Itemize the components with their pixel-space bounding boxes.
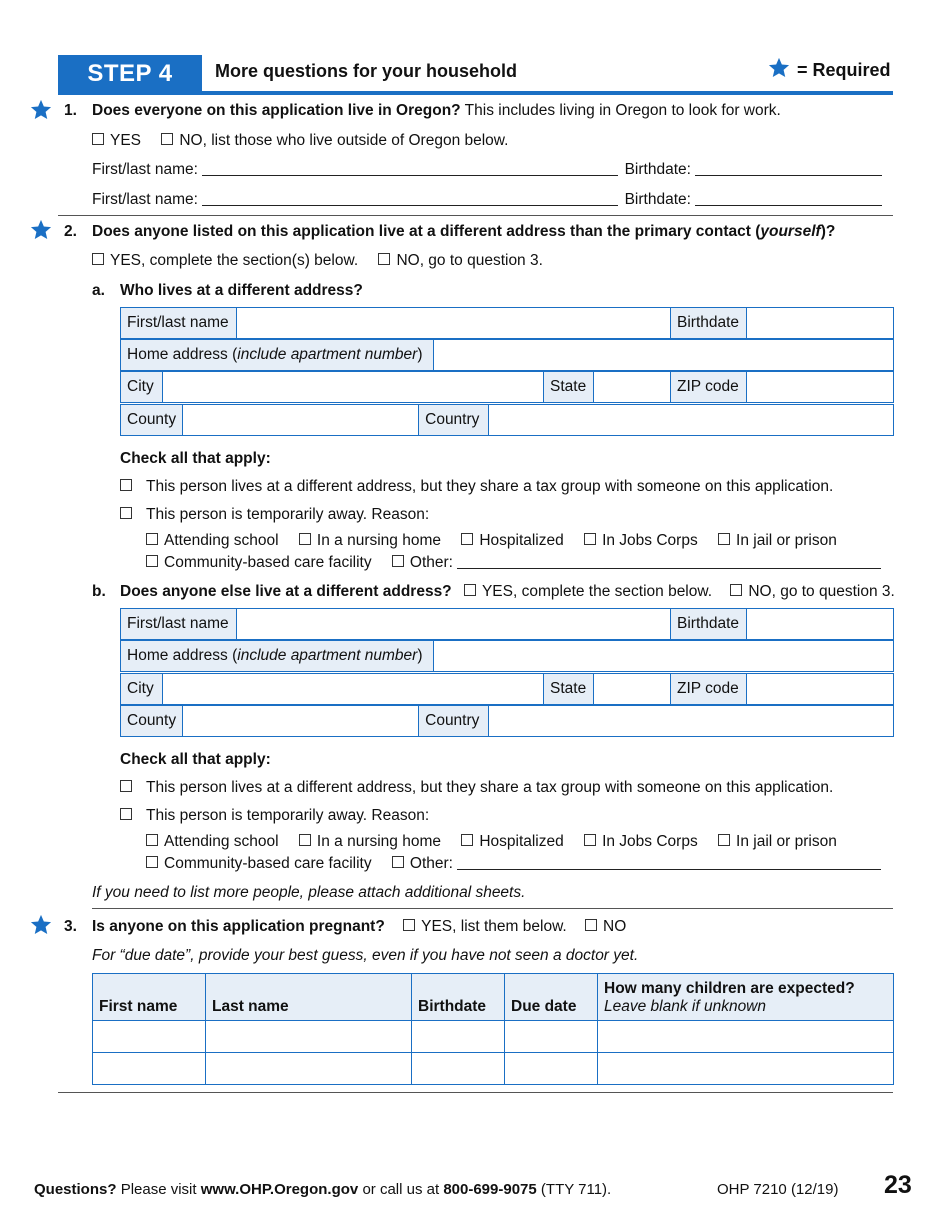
q3-yes-checkbox[interactable]: [403, 919, 415, 931]
address-label: [121, 340, 434, 371]
reason-checkbox[interactable]: [146, 533, 158, 545]
temp-away-option: [120, 506, 429, 524]
footer-visit: Please visit: [120, 1181, 197, 1198]
zip-field[interactable]: [747, 674, 894, 705]
tax-group-label: This person lives at a different address, but they share a tax group with someone on this application.: [146, 779, 834, 796]
q3-yes-label: YES, list them below.: [421, 918, 567, 935]
q1-number: 1.: [64, 102, 77, 119]
q1-yes-checkbox[interactable]: [92, 133, 104, 145]
tax-group-option: [120, 779, 833, 797]
q2-number: 2.: [64, 223, 77, 240]
address-field[interactable]: [434, 340, 894, 371]
country-field[interactable]: [489, 405, 894, 436]
reason-label: Hospitalized: [479, 833, 564, 850]
q1-name-label: First/last name:: [92, 161, 198, 178]
other-checkbox[interactable]: [392, 856, 404, 868]
reason-checkbox[interactable]: [718, 533, 730, 545]
temp-away-checkbox[interactable]: [120, 808, 132, 820]
q1-yes-label: YES: [110, 132, 142, 149]
state-field[interactable]: [594, 372, 671, 403]
q2b-yes-checkbox[interactable]: [464, 584, 476, 596]
q1-no-checkbox[interactable]: [161, 133, 173, 145]
q2-no-checkbox[interactable]: [378, 253, 390, 265]
required-star-icon: [30, 914, 52, 936]
reason-checkbox[interactable]: [584, 834, 596, 846]
table-cell[interactable]: [93, 1053, 206, 1085]
community-other-row: [146, 554, 881, 572]
col-children-note: Leave blank if unknown: [604, 998, 767, 1015]
birthdate-label: Birthdate: [671, 609, 747, 640]
q3-no-label: NO: [603, 918, 627, 935]
community-other-row: [146, 855, 881, 873]
table-cell[interactable]: [598, 1053, 894, 1085]
reason-checkbox[interactable]: [299, 533, 311, 545]
q1-person-line-1: [92, 161, 882, 179]
q1-question-note: This includes living in Oregon to look for work.: [464, 102, 781, 119]
q2b-form-row-name: [120, 608, 894, 640]
col-birthdate: Birthdate: [412, 974, 505, 1021]
address-field[interactable]: [434, 641, 894, 672]
reason-checkbox[interactable]: [461, 533, 473, 545]
step-title: More questions for your household: [215, 61, 518, 81]
reason-label: In Jobs Corps: [602, 532, 698, 549]
header-rule: [58, 91, 893, 95]
col-children-expected: [598, 974, 894, 1021]
footer-phone: 800-699-9075: [443, 1181, 537, 1198]
table-cell[interactable]: [206, 1021, 412, 1053]
name-label: First/last name: [121, 308, 237, 339]
q1-birthdate-field-1[interactable]: [695, 161, 882, 176]
reason-checkbox[interactable]: [718, 834, 730, 846]
state-label: State: [544, 674, 594, 705]
zip-field[interactable]: [747, 372, 894, 403]
birthdate-field[interactable]: [747, 609, 894, 640]
table-cell[interactable]: [505, 1053, 598, 1085]
divider: [58, 1092, 893, 1093]
name-field[interactable]: [237, 609, 671, 640]
community-label: Community-based care facility: [164, 855, 372, 872]
q2-question-post: )?: [820, 223, 836, 240]
q3-question: Is anyone on this application pregnant?: [92, 918, 385, 935]
reason-checkbox[interactable]: [461, 834, 473, 846]
city-field[interactable]: [163, 674, 544, 705]
tax-group-checkbox[interactable]: [120, 479, 132, 491]
q2b-yes-label: YES, complete the section below.: [481, 583, 713, 600]
required-star-icon: [768, 57, 790, 79]
tax-group-checkbox[interactable]: [120, 780, 132, 792]
community-checkbox[interactable]: [146, 555, 158, 567]
footer-url-link[interactable]: www.OHP.Oregon.gov: [200, 1181, 359, 1198]
q2b-no-label: NO, go to question 3.: [748, 583, 895, 600]
footer-contact: [34, 1181, 611, 1198]
city-field[interactable]: [163, 372, 544, 403]
check-all-heading: Check all that apply:: [120, 751, 271, 768]
q1-question: [92, 102, 781, 120]
q3-question-row: [92, 918, 626, 936]
other-field[interactable]: [457, 855, 881, 870]
q1-birthdate-field-2[interactable]: [695, 191, 882, 206]
footer-tty: (TTY 711).: [540, 1181, 612, 1198]
county-label: County: [121, 706, 183, 737]
divider: [92, 908, 893, 909]
birthdate-label: Birthdate: [671, 308, 747, 339]
q1-birthdate-label: Birthdate:: [624, 191, 691, 208]
col-due-date: Due date: [505, 974, 598, 1021]
q2b-form-row-county: [120, 705, 894, 737]
form-id: OHP 7210 (12/19): [717, 1181, 839, 1198]
county-field[interactable]: [183, 706, 419, 737]
q2a-form-row-city: [120, 371, 894, 403]
q2a-form-row-name: [120, 307, 894, 339]
q1-person-line-2: [92, 191, 882, 209]
table-cell[interactable]: [412, 1021, 505, 1053]
check-all-heading: Check all that apply:: [120, 450, 271, 467]
table-cell[interactable]: [93, 1021, 206, 1053]
community-checkbox[interactable]: [146, 856, 158, 868]
other-field[interactable]: [457, 554, 881, 569]
pregnancy-table: [92, 973, 894, 1085]
q2-question: [92, 223, 835, 241]
divider: [58, 215, 893, 216]
reason-checkbox[interactable]: [299, 834, 311, 846]
q2b-no-checkbox[interactable]: [730, 584, 742, 596]
more-people-note: If you need to list more people, please attach additional sheets.: [92, 884, 526, 901]
city-label: City: [121, 674, 163, 705]
name-label: First/last name: [121, 609, 237, 640]
reason-label: In a nursing home: [316, 833, 441, 850]
table-cell[interactable]: [505, 1021, 598, 1053]
q2b-letter: b.: [92, 583, 106, 600]
state-field[interactable]: [594, 674, 671, 705]
tax-group-option: [120, 478, 833, 496]
county-field[interactable]: [183, 405, 419, 436]
table-cell[interactable]: [206, 1053, 412, 1085]
q1-options: [92, 132, 508, 150]
col-first-name: First name: [93, 974, 206, 1021]
q2-yes-checkbox[interactable]: [92, 253, 104, 265]
q2-question-italic: yourself: [760, 223, 821, 240]
tax-group-label: This person lives at a different address, but they share a tax group with someone on this application.: [146, 478, 834, 495]
other-label: Other:: [409, 554, 453, 571]
q1-question-text: Does everyone on this application live in Oregon?: [92, 102, 461, 119]
reason-label: Hospitalized: [479, 532, 564, 549]
reasons-row: [146, 532, 837, 550]
q2a-question: Who lives at a different address?: [120, 282, 363, 299]
reason-checkbox[interactable]: [146, 834, 158, 846]
required-star-icon: [30, 219, 52, 241]
step-badge: STEP 4: [58, 55, 202, 93]
footer-questions: Questions?: [34, 1181, 117, 1198]
city-label: City: [121, 372, 163, 403]
reason-label: In Jobs Corps: [602, 833, 698, 850]
table-row: [93, 1021, 894, 1053]
community-label: Community-based care facility: [164, 554, 372, 571]
reason-label: In jail or prison: [736, 833, 837, 850]
temp-away-checkbox[interactable]: [120, 507, 132, 519]
reason-label: In jail or prison: [736, 532, 837, 549]
state-label: State: [544, 372, 594, 403]
q2-no-label: NO, go to question 3.: [396, 252, 543, 269]
q2b-question-row: [120, 583, 895, 601]
country-field[interactable]: [489, 706, 894, 737]
required-star-icon: [30, 99, 52, 121]
q2b-question: Does anyone else live at a different address?: [120, 583, 452, 600]
reason-label: Attending school: [164, 532, 279, 549]
col-children-title: How many children are expected?: [604, 980, 855, 997]
q2a-form-row-county: [120, 404, 894, 436]
q3-note: For “due date”, provide your best guess, even if you have not seen a doctor yet.: [92, 947, 639, 964]
table-header-row: [93, 974, 894, 1021]
temp-away-label: This person is temporarily away. Reason:: [146, 807, 430, 824]
zip-label: ZIP code: [671, 674, 747, 705]
required-label: = Required: [797, 60, 891, 80]
q2-yes-label: YES, complete the section(s) below.: [110, 252, 359, 269]
col-last-name: Last name: [206, 974, 412, 1021]
q3-number: 3.: [64, 918, 77, 935]
address-label: [121, 641, 434, 672]
page-number: 23: [884, 1171, 912, 1199]
address-label-italic: include apartment number: [237, 346, 418, 363]
q2-options: [92, 252, 543, 270]
q2a-form-row-address: [120, 339, 894, 371]
country-label: Country: [419, 706, 489, 737]
reason-checkbox[interactable]: [584, 533, 596, 545]
q2b-form-row-city: [120, 673, 894, 705]
birthdate-field[interactable]: [747, 308, 894, 339]
county-label: County: [121, 405, 183, 436]
other-checkbox[interactable]: [392, 555, 404, 567]
name-field[interactable]: [237, 308, 671, 339]
reasons-row: [146, 833, 837, 851]
footer-call: or call us at: [362, 1181, 440, 1198]
table-cell[interactable]: [598, 1021, 894, 1053]
q1-name-label: First/last name:: [92, 191, 198, 208]
q1-no-label: NO, list those who live outside of Oregon below.: [179, 132, 509, 149]
q1-birthdate-label: Birthdate:: [624, 161, 691, 178]
q1-name-field-2[interactable]: [202, 191, 618, 206]
country-label: Country: [419, 405, 489, 436]
temp-away-label: This person is temporarily away. Reason:: [146, 506, 430, 523]
q2-question-pre: Does anyone listed on this application live at a different address than the primary contact (: [92, 223, 761, 240]
address-label-post: ): [417, 346, 423, 363]
address-label-post: ): [417, 647, 423, 664]
table-cell[interactable]: [412, 1053, 505, 1085]
q2b-form-row-address: [120, 640, 894, 672]
address-label-pre: Home address (: [127, 346, 238, 363]
q3-no-checkbox[interactable]: [585, 919, 597, 931]
reason-label: In a nursing home: [316, 532, 441, 549]
temp-away-option: [120, 807, 429, 825]
q2a-letter: a.: [92, 282, 105, 299]
reason-label: Attending school: [164, 833, 279, 850]
address-label-italic: include apartment number: [237, 647, 418, 664]
table-row: [93, 1053, 894, 1085]
other-label: Other:: [409, 855, 453, 872]
address-label-pre: Home address (: [127, 647, 238, 664]
q1-name-field-1[interactable]: [202, 161, 618, 176]
zip-label: ZIP code: [671, 372, 747, 403]
